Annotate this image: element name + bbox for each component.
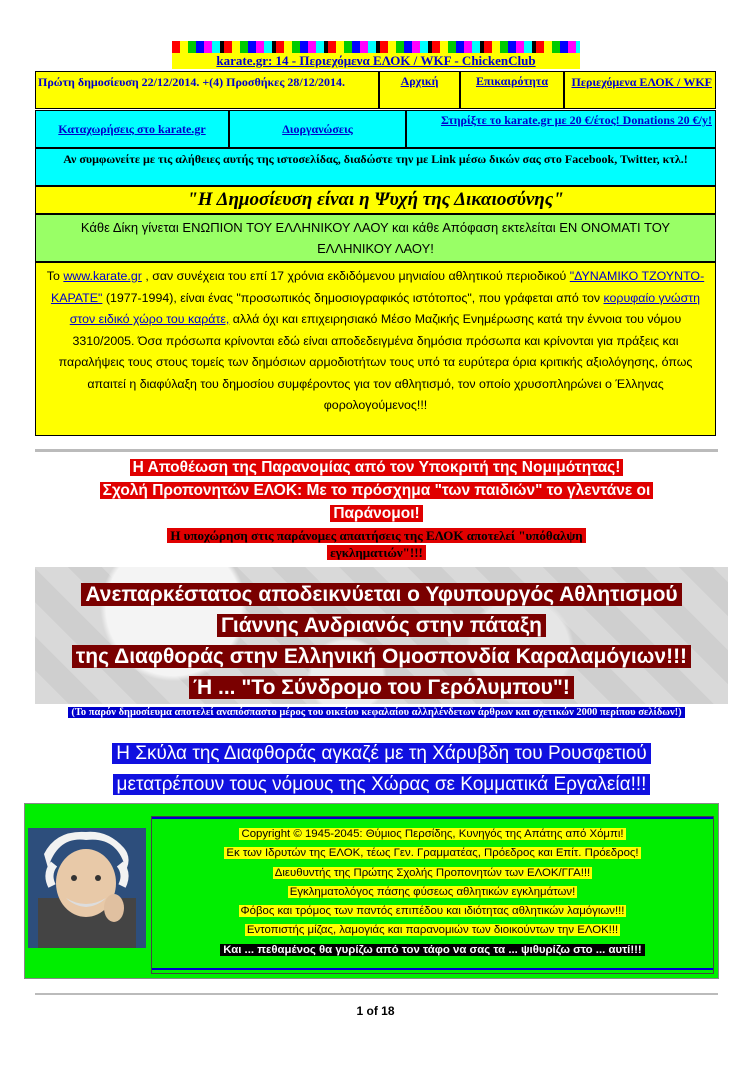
blue-banner-line-2: μετατρέπουν τους νόμους της Χώρας σε Κομματικά Εργαλεία!!! (113, 774, 651, 795)
motto: "Η Δημοσίευση είναι η Ψυχή της Δικαιοσύνης" (35, 186, 716, 214)
portrait-illustration (28, 828, 146, 948)
headline-1: Η Αποθέωση της Παρανομίας από τον Υποκριτή της Νομιμότητας! (130, 459, 624, 476)
blue-rule-top (152, 817, 713, 821)
publish-info: Πρώτη δημοσίευση 22/12/2014. +(4) Προσθήκες 28/12/2014. (38, 75, 346, 89)
headline-2a: Σχολή Προπονητών ΕΛΟΚ: Με το πρόσχημα "των παιδιών" το γλεντάνε οι (100, 482, 654, 499)
elok-contents-link[interactable]: Περιεχόμενα ΕΛΟΚ / WKF (571, 75, 712, 89)
home-link[interactable]: Αρχική (400, 74, 439, 88)
site-link[interactable]: www.karate.gr (63, 269, 142, 283)
author-line-1: Copyright © 1945-2045: Θύμιος Περσίδης, Κυνηγός της Απάτης από Χόμπι! (241, 828, 624, 840)
elok-contents-cell (564, 71, 716, 109)
main-headline-banner (35, 567, 728, 704)
home-link-cell (379, 71, 460, 109)
expert-link[interactable]: κορυφαίο γνώστη στον ειδικό χώρο του καράτε, (69, 290, 701, 326)
blue-rule-bottom (152, 968, 713, 970)
headline-3a: Η υποχώρηση στις παράνομες απαιτήσεις της ΕΛΟΚ αποτελεί "υπόθαλψη (167, 528, 585, 543)
share-notice: Αν συμφωνείτε με τις αλήθειες αυτής της ιστοσελίδας, διαδώστε την με Link μέσω δικών σας στο Facebook, Twitter, κτλ.! (35, 148, 716, 186)
author-portrait (28, 828, 146, 948)
main-headline-line-2: Γιάννης Ανδριανός στην πάταξη (217, 614, 546, 637)
headline-3-block (35, 527, 718, 561)
support-link[interactable]: Στηρίξτε το karate.gr με 20 €/έτος! Donations 20 €/y! (440, 113, 712, 127)
intro-text-1: Το (46, 269, 60, 283)
author-line-5: Φόβος και τρόμος των παντός επιπέδου και ιδιότητας αθλητικών λαμόγιων!!! (240, 905, 625, 918)
intro-text-4: αλλά όχι και επιχειρησιακό Μέσο Μαζικής Ενημέρωσης κατά την έννοια του νόμου 3310/2005. Όσα πρόσωπα κρίνονται εδώ είναι αποδεδειγμένα δημόσια πρόσωπα και κρίνονται για πράξεις και παραλήψεις τους στους τομείς των δημόσιων αρμοδιοτήτων τους υπό τα ευρύτερα όρια κριτικής αξιολόγησης, όπως απαιτεί η διαφύλαξη του δημοσίου συμφέροντος για τον αθλητισμό, τον οποίο χρυσοπληρώνει ο Έλληνας φορολογούμενος!!! (58, 312, 693, 412)
excerpt-note-block (40, 705, 713, 720)
events-cell (229, 110, 406, 148)
main-headline-line-1: Ανεπαρκέστατος αποδεικνύεται ο Υφυπουργός Αθλητισμού (81, 583, 681, 606)
author-line-6: Εντοπιστής μίζας, λαμογιάς και παρανομιών των διοικούντων την ΕΛΟΚ!!! (246, 924, 619, 937)
blue-banner-line-1: Η Σκύλα της Διαφθοράς αγκαζέ με τη Χάρυβδη του Ρουσφετιού (112, 743, 651, 764)
headline-3b: εγκληματιών"!!! (327, 545, 426, 560)
author-line-3: Διευθυντής της Πρώτης Σχολής Προπονητών των ΕΛΟΚ/ΓΓΑ!!! (274, 866, 591, 879)
support-cell (406, 110, 716, 148)
publish-info-cell (35, 71, 379, 109)
listings-link[interactable]: Καταχωρήσεις στο karate.gr (58, 122, 206, 136)
author-lines (151, 825, 714, 960)
page-title: karate.gr: 14 - Περιεχόμενα ΕΛΟΚ / WKF - ChickenClub (172, 53, 580, 69)
main-headline-line-4: Ή ... "Το Σύνδρομο του Γερόλυμπου"! (189, 676, 574, 699)
main-headline-line-3: της Διαφθοράς στην Ελληνική Ομοσπονδία Καραλαμόγιων!!! (72, 645, 691, 668)
intro-paragraph (35, 262, 716, 436)
author-line-4: Εγκληματολόγος πάσης φύσεως αθλητικών εγκλημάτων! (289, 885, 576, 898)
separator-1 (35, 449, 718, 452)
headline-block (35, 456, 718, 525)
news-link[interactable]: Επικαιρότητα (475, 74, 549, 88)
headline-2b: Παράνομοι! (330, 505, 422, 522)
author-line-2: Εκ των Ιδρυτών της ΕΛΟΚ, τέως Γεν. Γραμματέας, Πρόεδρος και Επίτ. Πρόεδρος! (226, 847, 639, 860)
intro-text-3: (1977-1994), είναι ένας "προσωπικός δημοσιογραφικός ιστότοπος", που γράφεται από τον (105, 290, 601, 305)
intro-text-2: , σαν συνέχεια του επί 17 χρόνια εκδιδόμενου μηνιαίου αθλητικού περιοδικού (145, 269, 567, 283)
separator-2 (35, 993, 718, 995)
page-number: 1 of 18 (356, 1004, 395, 1018)
justice-note: Κάθε Δίκη γίνεται ΕΝΩΠΙΟΝ ΤΟΥ ΕΛΛΗΝΙΚΟΥ ΛΑΟΥ και κάθε Απόφαση εκτελείται ΕΝ ΟΝΟΜΑΤΙ ΤΟΥ ΕΛΛΗΝΙΚΟΥ ΛΑΟΥ! (35, 214, 716, 262)
magazine-link[interactable]: "ΔΥΝΑΜΙΚΟ ΤΖΟΥΝΤΟ-ΚΑΡΑΤΕ" (50, 269, 705, 305)
news-link-cell (460, 71, 564, 109)
decorative-color-bar (172, 41, 580, 53)
excerpt-note: (Το παρόν δημοσίευμα αποτελεί αναπόσπαστο μέρος του οικείου κεφαλαίου αλληλένδετων άρθρων και σχετικών 2000 περίπου σελίδων!) (68, 707, 684, 718)
blue-banner (35, 738, 728, 800)
author-line-7: Και ... πεθαμένος θα γυρίζω από τον τάφο να σας τα ... ψιθυρίζω στο ... αυτί!!! (220, 944, 644, 956)
events-link[interactable]: Διοργανώσεις (282, 122, 353, 136)
listings-cell (35, 110, 229, 148)
